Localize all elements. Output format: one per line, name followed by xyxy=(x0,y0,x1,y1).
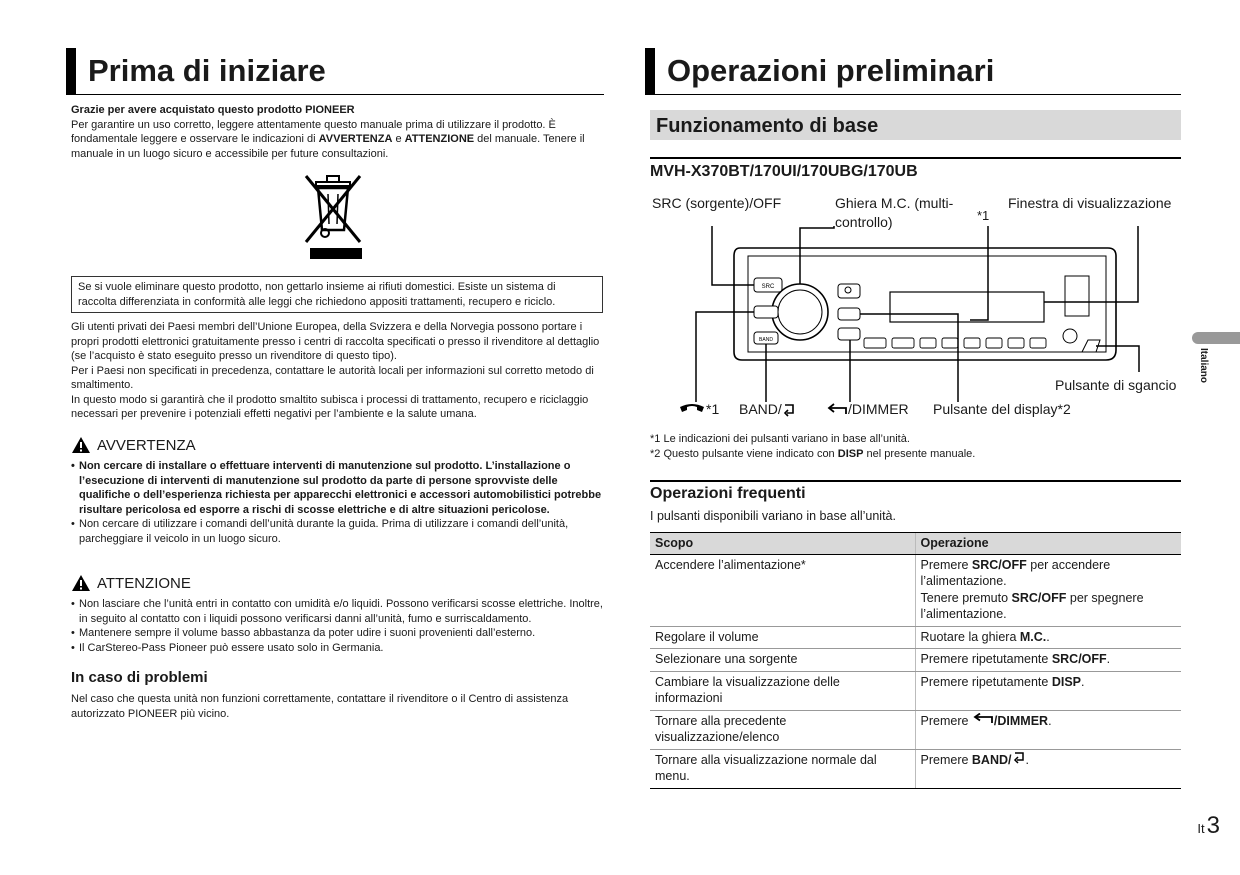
caution-triangle-icon xyxy=(71,574,91,592)
title-bar xyxy=(66,48,76,94)
page-title-left: Prima di iniziare xyxy=(88,53,326,88)
op-cell: Premere /DIMMER. xyxy=(915,710,1181,749)
label-src-off: SRC (sorgente)/OFF xyxy=(652,195,782,211)
scope-cell: Cambiare la visualizzazione delle informazioni xyxy=(650,671,915,710)
search-button[interactable] xyxy=(838,284,860,298)
right-title-block xyxy=(645,48,994,94)
intro-section xyxy=(71,103,603,161)
caution-item: • Non lasciare che l’unità entri in contatto con umidità e/o liquidi. Possono verificarsi scosse elettriche. Inoltre, in seguito al contatto con i liquidi possono verificarsi danni all’unità, fumo e surriscaldamento. xyxy=(71,597,603,626)
left-title-block xyxy=(66,48,326,94)
warning-list xyxy=(71,459,603,546)
scope-cell: Accendere l’alimentazione* xyxy=(650,554,915,626)
phone-icon xyxy=(678,403,706,417)
back-return-icon xyxy=(1012,752,1026,764)
disposal-paragraph: In questo modo si garantirà che il prodotto smaltito subisca i processi di trattamento, recupero e riciclaggio necessari per prevenire i potenziali effetti negativi per l’ambiente e la salute umana. xyxy=(71,393,589,420)
page-title-right: Operazioni preliminari xyxy=(667,53,995,88)
table-row xyxy=(650,554,1181,626)
return-arrow-icon xyxy=(826,403,848,417)
warning-heading xyxy=(71,436,196,454)
disposal-text xyxy=(71,320,603,422)
section-rule xyxy=(650,157,1181,159)
table-row xyxy=(650,649,1181,672)
col-scope-header: Scopo xyxy=(650,533,915,555)
src-button-label: SRC xyxy=(761,284,775,290)
scope-cell: Regolare il volume xyxy=(650,626,915,649)
mc-knob xyxy=(772,284,828,340)
title-bar xyxy=(645,48,655,94)
table-row xyxy=(650,749,1181,788)
warning-heading-text: AVVERTENZA xyxy=(97,436,196,454)
label-phone: *1 xyxy=(678,400,719,419)
warning-item: • Non cercare di installare o effettuare interventi di manutenzione sul prodotto. L’installazione o l’esecuzione di interventi di manutenzione sul prodotto da parte di persone sprovviste delle qualifiche o dell’esperienza richiesta per apparecchi elettronici e accessori automobilistici potrebbe risultare pericolosa ed esporre a rischi di scosse elettriche e di altre situazioni pericolose. xyxy=(71,459,603,517)
table-header-row xyxy=(650,533,1181,555)
language-label: Italiano xyxy=(1198,348,1209,384)
caution-item: • Mantenere sempre il volume basso abbastanza da poter udire i suoni provenienti dall’esterno. xyxy=(71,626,603,641)
head-unit-diagram xyxy=(650,212,1181,426)
caution-list xyxy=(71,597,603,655)
scope-cell: Tornare alla precedente visualizzazione/elenco xyxy=(650,710,915,749)
op-cell: Premere ripetutamente DISP. xyxy=(915,671,1181,710)
caution-heading xyxy=(71,574,191,592)
return-arrow-icon xyxy=(972,713,994,725)
section-heading: Funzionamento di base xyxy=(650,110,1181,142)
title-rule-left xyxy=(66,94,604,95)
op-cell: Premere SRC/OFF per accendere l’alimentazione. Tenere premuto SRC/OFF per spegnere l’alimentazione. xyxy=(915,554,1181,626)
label-ghiera-mc: Ghiera M.C. (multi- controllo) xyxy=(835,195,954,230)
label-band: BAND/ xyxy=(739,400,796,419)
col-op-header: Operazione xyxy=(915,533,1181,555)
weee-bin-icon xyxy=(300,170,366,262)
model-heading: MVH-X370BT/170UI/170UBG/170UB xyxy=(650,163,918,180)
back-dimmer-button[interactable] xyxy=(838,328,860,340)
intro-paragraph: Per garantire un uso corretto, leggere attentamente questo manuale prima di utilizzare il prodotto. È fondamentale leggere e osservare le indicazioni di AVVERTENZA e ATTENZIONE del manuale. Tenere il manuale in un luogo sicuro e accessibile per future consultazioni. xyxy=(71,118,585,160)
problems-text: Nel caso che questa unità non funzioni correttamente, contattare il rivenditore o il Centro di assistenza autorizzato PIONEER più vicino. xyxy=(71,693,569,720)
frequent-rule xyxy=(650,480,1181,482)
footnote-2: *2 Questo pulsante viene indicato con DISP nel presente manuale. xyxy=(650,447,976,460)
phone-button[interactable] xyxy=(754,306,778,318)
table-row xyxy=(650,671,1181,710)
page-number: It 3 xyxy=(1197,812,1220,839)
operations-table xyxy=(650,532,1181,789)
caution-heading-text: ATTENZIONE xyxy=(97,574,191,592)
op-cell: Premere BAND/ . xyxy=(915,749,1181,788)
warning-triangle-icon xyxy=(71,436,91,454)
label-display-button: Pulsante del display*2 xyxy=(933,401,1071,417)
disposal-paragraph: Per i Paesi non specificati in precedenza, contattare le autorità locali per informazioni sul corretto metodo di smaltimento. xyxy=(71,364,594,391)
disposal-notice-box: Se si vuole eliminare questo prodotto, non gettarlo insieme ai rifiuti domestici. Esiste un sistema di raccolta differenziata in conformità alle leggi che richiedono appositi trattamenti, recupero e riciclo. xyxy=(71,276,603,313)
label-sgancio: Pulsante di sgancio xyxy=(1055,377,1177,393)
title-rule-right xyxy=(645,94,1181,95)
thanks-line: Grazie per avere acquistato questo prodotto PIONEER xyxy=(71,104,355,116)
language-tab xyxy=(1192,332,1240,344)
display-button[interactable] xyxy=(838,308,860,320)
frequent-subtitle: I pulsanti disponibili variano in base all’unità. xyxy=(650,509,896,523)
band-button-label: BAND xyxy=(759,337,773,343)
problems-heading: In caso di problemi xyxy=(71,669,208,686)
caution-item: • Il CarStereo-Pass Pioneer può essere usato solo in Germania. xyxy=(71,641,603,656)
warning-item: • Non cercare di utilizzare i comandi dell’unità durante la guida. Prima di utilizzare i comandi dell’unità, parcheggiare il veicolo in un luogo sicuro. xyxy=(71,517,603,546)
disposal-paragraph: Gli utenti privati dei Paesi membri dell’Unione Europea, della Svizzera e della Norvegia possono portare i propri prodotti elettronici gratuitamente presso i centri di raccolta specificati o presso il rivenditore al dettaglio (se l’acquisto è stato eseguito presso un rivenditore di questo tipo). xyxy=(71,321,600,362)
footnotes xyxy=(650,432,975,461)
frequent-heading: Operazioni frequenti xyxy=(650,485,806,502)
table-row xyxy=(650,626,1181,649)
table-row xyxy=(650,710,1181,749)
scope-cell: Tornare alla visualizzazione normale dal menu. xyxy=(650,749,915,788)
label-finestra: Finestra di visualizzazione xyxy=(1008,195,1172,211)
scope-cell: Selezionare una sorgente xyxy=(650,649,915,672)
footnote-1: *1 Le indicazioni dei pulsanti variano in base all’unità. xyxy=(650,433,910,445)
op-cell: Ruotare la ghiera M.C.. xyxy=(915,626,1181,649)
label-star1: *1 xyxy=(977,208,990,223)
back-return-icon xyxy=(782,403,796,417)
display-window xyxy=(890,292,1044,322)
label-dimmer: /DIMMER xyxy=(826,400,909,419)
op-cell: Premere ripetutamente SRC/OFF. xyxy=(915,649,1181,672)
